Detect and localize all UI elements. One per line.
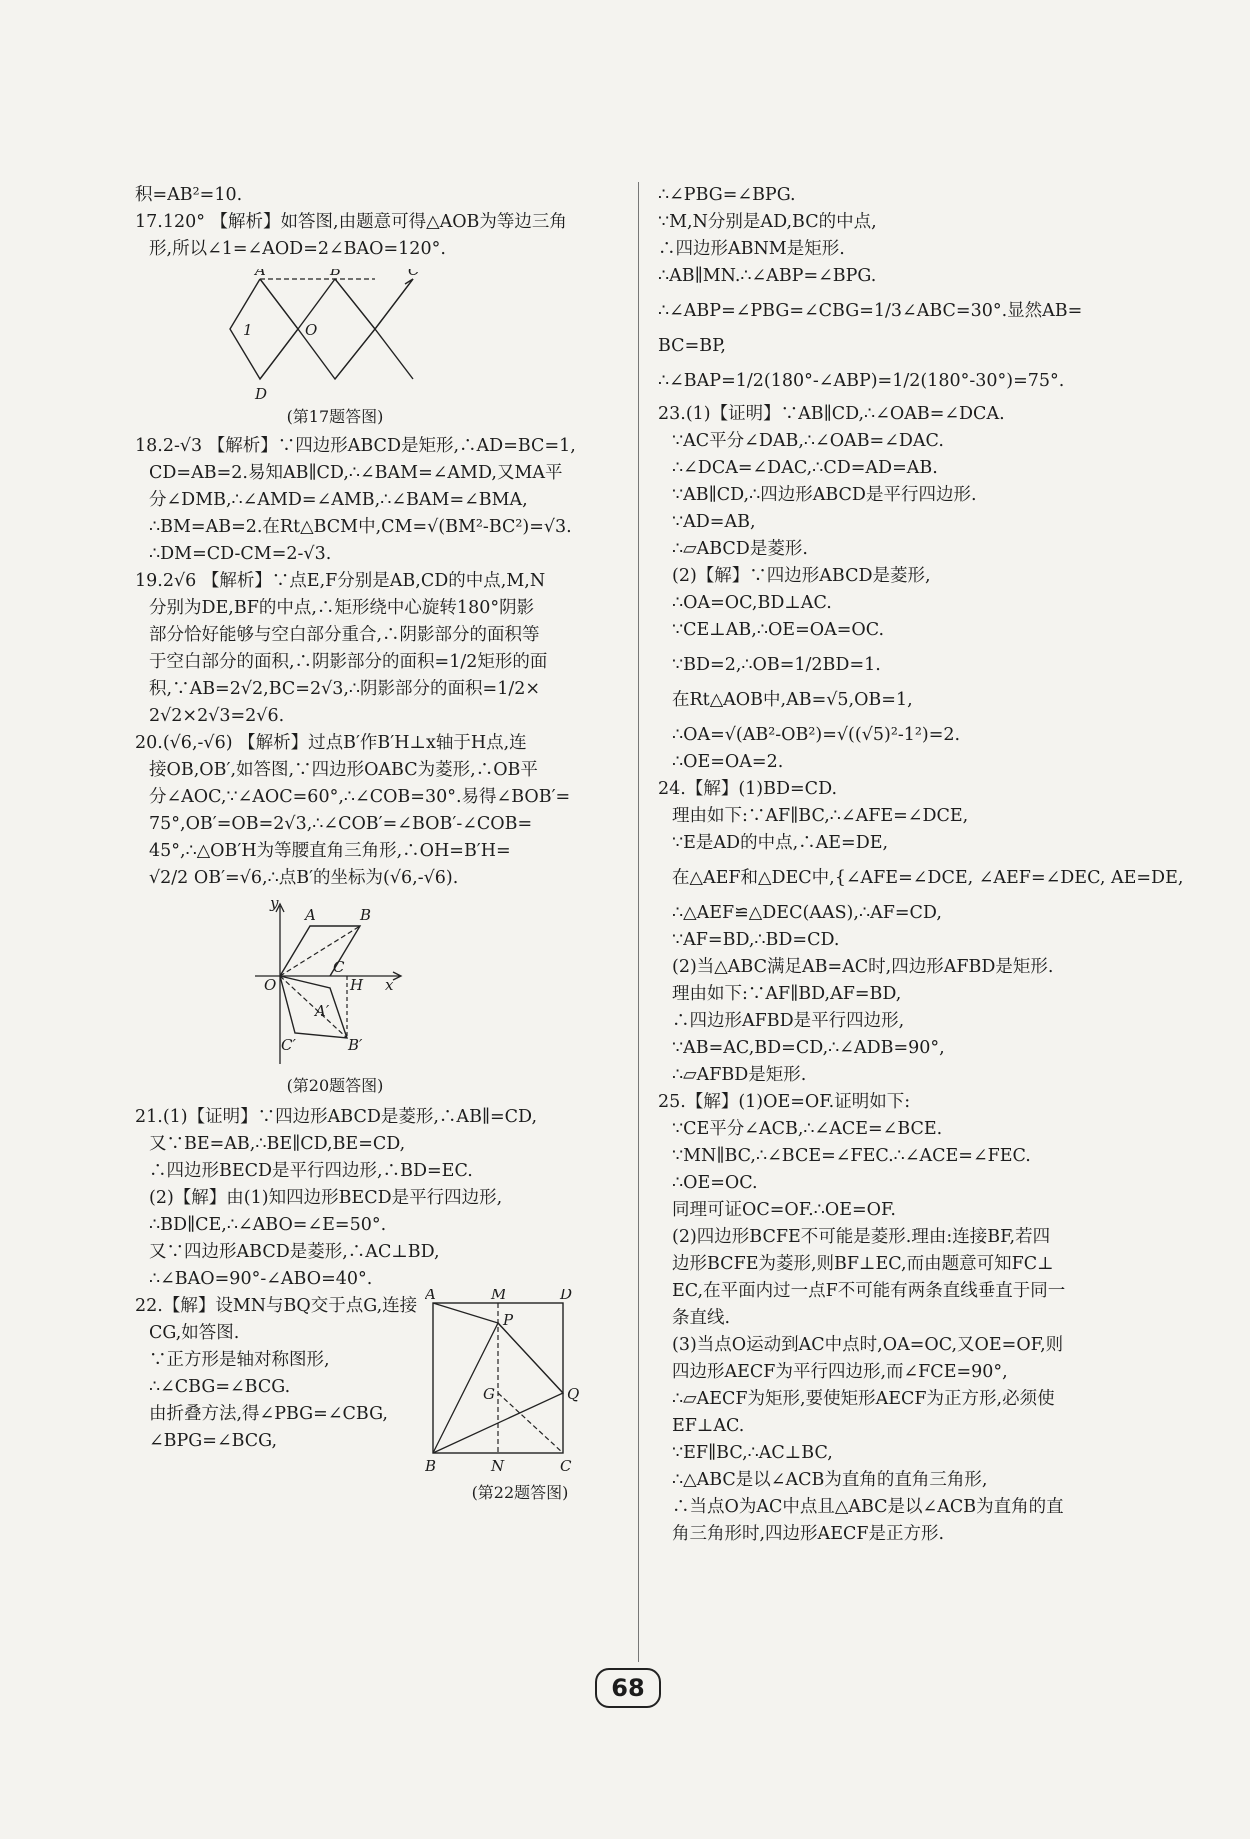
figure-20 — [135, 898, 620, 1098]
answer-16-tail: 积=AB²=10. — [135, 185, 243, 205]
fig17-label-b: B — [330, 269, 342, 279]
fig20-label-h: H — [350, 976, 364, 994]
answer-22: 22.【解】设MN与BQ交于点G,连接 CG,如答图. ∵正方形是轴对称图形, ∴∠CBG=∠BCG. 由折叠方法,得∠PBG=∠CBG, ∠BPG=∠BCG, A M D P Q G B N C (第22题答图) — [135, 1293, 620, 1455]
figure-17-caption: (第17题答图) — [286, 407, 384, 426]
fig20-label-o: O — [264, 976, 277, 994]
fig22-label-m: M — [491, 1289, 507, 1303]
figure-17-diagram — [135, 269, 620, 401]
answer-23: 23.(1)【证明】∵AB∥CD,∴∠OAB=∠DCA. ∵AC平分∠DAB,∴∠OAB=∠DAC. ∴∠DCA=∠DAC,∴CD=AD=AB. ∵AB∥CD,∴四边形ABCD是平行四边形. ∵AD=AB, ∴▱ABCD是菱形. (2)【解】∵四边形ABCD是菱形, ∴OA=OC,BD⊥AC. ∵CE⊥AB,∴OE=OA=OC. ∵BD=2,∴OB=1/2BD=1. 在Rt△AOB中,AB=√5,OB=1, ∴OA=√(AB²-OB²)=√((√5)²-1²)=2. ∴OE=OA=2. — [658, 404, 1005, 772]
fig20-label-c-prime: C′ — [281, 1036, 296, 1054]
fig20-label-a: A — [305, 906, 316, 924]
column-divider — [638, 182, 639, 1662]
answer-25: 25.【解】(1)OE=OF.证明如下: ∵CE平分∠ACB,∴∠ACE=∠BCE. ∵MN∥BC,∴∠BCE=∠FEC.∴∠ACE=∠FEC. ∴OE=OC. 同理可证OC=OF.∴OE=OF. (2)四边形BCFE不可能是菱形.理由:连接BF,若四 边形BCFE为菱形,则BF⊥EC,而由题意可知FC⊥ EC,在平面内过一点F不可能有两条直线垂直于同一 条直线. (3)当点O运动到AC中点时,OA=OC,又OE=OF,则 四边形AECF为平行四边形,而∠FCE=90°, ∴▱AECF为矩形,要使矩形AECF为正方形,必须使 EF⊥AC. ∵EF∥BC,∴AC⊥BC, ∴△ABC是以∠ACB为直角的直角三角形, ∴当点O为AC中点且△ABC是以∠ACB为直角的直 角三角形时,四边形AECF是正方形. — [658, 1092, 1066, 1544]
left-column — [135, 182, 620, 1502]
fig20-label-b-prime: B′ — [348, 1036, 363, 1054]
answer-17: 17.120° 【解析】如答图,由题意可得△AOB为等边三角 形,所以∠1=∠AOD=2∠BAO=120°. — [135, 212, 567, 259]
answer-21: 21.(1)【证明】∵四边形ABCD是菱形,∴AB∥=CD, 又∵BE=AB,∴BE∥CD,BE=CD, ∴四边形BECD是平行四边形,∴BD=EC. (2)【解】由(1)知四边形BECD是平行四边形, ∴BD∥CE,∴∠ABO=∠E=50°. 又∵四边形ABCD是菱形,∴AC⊥BD, ∴∠BAO=90°-∠ABO=40°. — [135, 1107, 538, 1289]
fig17-label-o: O — [305, 321, 318, 339]
fig22-label-a: A — [425, 1289, 436, 1303]
fig17-label-d: D — [255, 385, 268, 401]
fig22-label-q: Q — [567, 1385, 580, 1403]
answer-19: 19.2√6 【解析】∵点E,F分别是AB,CD的中点,M,N 分别为DE,BF的中点,∴矩形绕中心旋转180°阴影 部分恰好能够与空白部分重合,∴阴影部分的面积等 于空白部分的面积,∴阴影部分的面积=1/2矩形的面 积,∵AB=2√2,BC=2√3,∴阴影部分的面积=1/2× 2√2×2√3=2√6. — [135, 571, 548, 726]
figure-20-diagram — [135, 898, 620, 1070]
fig20-label-x: x — [385, 976, 394, 994]
answer-22-continued: ∴∠PBG=∠BPG. ∵M,N分别是AD,BC的中点, ∴四边形ABNM是矩形. ∴AB∥MN.∴∠ABP=∠BPG. ∴∠ABP=∠PBG=∠CBG=1/3∠ABC=30°.显然AB= BC=BP, ∴∠BAP=1/2(180°-∠ABP)=1/2(180°-30°)=75°. — [658, 185, 1083, 391]
fig22-label-p: P — [503, 1311, 514, 1329]
fig22-label-g: G — [483, 1385, 495, 1403]
figure-22-diagram — [425, 1289, 620, 1579]
fig17-label-a: A — [255, 269, 266, 279]
answer-24: 24.【解】(1)BD=CD. 理由如下:∵AF∥BC,∴∠AFE=∠DCE, ∵E是AD的中点,∴AE=DE, 在△AEF和△DEC中,{∠AFE=∠DCE, ∠AEF=∠DEC, AE=DE, ∴△AEF≌△DEC(AAS),∴AF=CD, ∵AF=BD,∴BD=CD. (2)当△ABC满足AB=AC时,四边形AFBD是矩形. 理由如下:∵AF∥BD,AF=BD, ∴四边形AFBD是平行四边形, ∵AB=AC,BD=CD,∴∠ADB=90°, ∴▱AFBD是矩形. — [658, 779, 1184, 1085]
figure-17 — [135, 269, 620, 427]
fig17-label-c: C — [408, 269, 420, 279]
fig17-label-1: 1 — [243, 321, 253, 339]
fig22-label-b: B — [425, 1457, 437, 1475]
page-number: 68 — [595, 1668, 661, 1708]
figure-22-caption: (第22题答图) — [471, 1483, 569, 1502]
answer-20: 20.(√6,-√6) 【解析】过点B′作B′H⊥x轴于H点,连 接OB,OB′,如答图,∵四边形OABC为菱形,∴OB平 分∠AOC,∵∠AOC=60°,∴∠COB=30°.易得∠BOB′= 75°,OB′=OB=2√3,∴∠COB′=∠BOB′-∠COB= 45°,∴△OB′H为等腰直角三角形,∴OH=B′H= √2/2 OB′=√6,∴点B′的坐标为(√6,-√6). — [135, 733, 571, 888]
fig22-label-d: D — [560, 1289, 573, 1303]
fig20-label-a-prime: A′ — [315, 1002, 330, 1020]
fig20-label-y: y — [270, 898, 279, 912]
fig22-label-c: C — [560, 1457, 572, 1475]
right-column — [658, 182, 1184, 1548]
fig22-label-n: N — [491, 1457, 505, 1475]
figure-20-caption: (第20题答图) — [286, 1076, 384, 1095]
fig20-label-c: C — [333, 958, 345, 976]
fig20-label-b: B — [360, 906, 372, 924]
answer-18: 18.2-√3 【解析】∵四边形ABCD是矩形,∴AD=BC=1, CD=AB=2.易知AB∥CD,∴∠BAM=∠AMD,又MA平 分∠DMB,∴∠AMD=∠AMB,∴∠BAM=∠BMA, ∴BM=AB=2.在Rt△BCM中,CM=√(BM²-BC²)=√3. ∴DM=CD-CM=2-√3. — [135, 436, 576, 564]
